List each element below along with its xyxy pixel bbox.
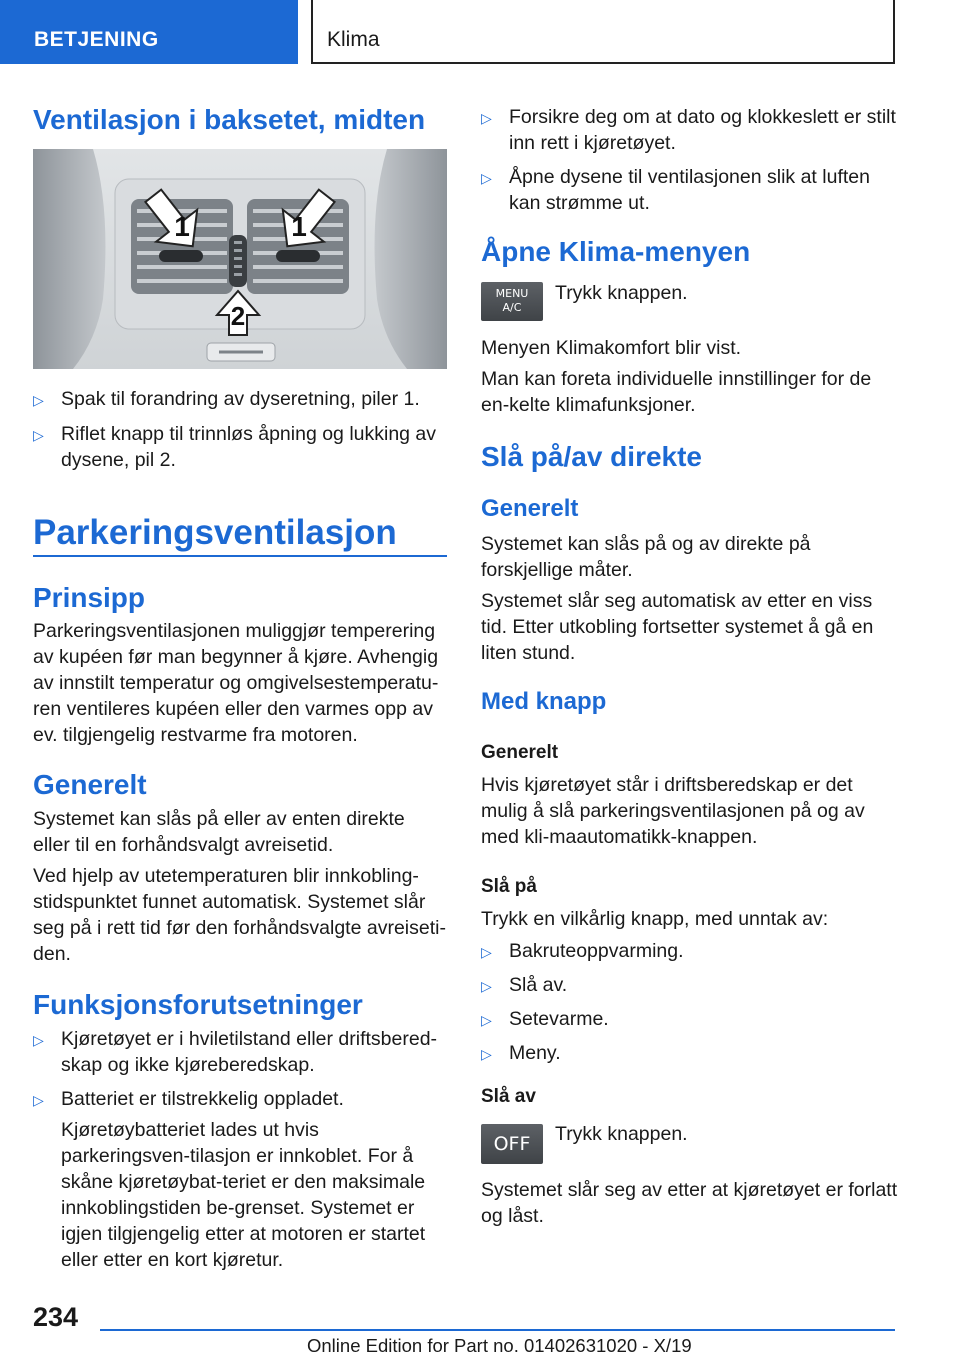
list-item-text: Slå av. — [509, 974, 568, 996]
bullet-triangle-icon: ▷ — [33, 427, 44, 443]
page-number: 234 — [33, 1302, 79, 1332]
photo-legend — [33, 386, 447, 473]
preparation-list — [481, 104, 899, 216]
off-text: Systemet slår seg av etter at kjøretøyet er forlatt og låst. — [481, 1179, 898, 1227]
direct-text-1: Systemet kan slås på og av direkte på forskjellige måter. — [481, 533, 811, 581]
list-item-text: Setevarme. — [509, 1008, 609, 1030]
list-item — [481, 164, 899, 216]
arrow-label-1-left: 1 — [174, 211, 190, 242]
arrow-label-1-right: 1 — [291, 211, 307, 242]
heading-button-general: Generelt — [481, 742, 559, 763]
heading-direct-general: Generelt — [481, 495, 579, 522]
list-item-text: Bakruteoppvarming. — [509, 940, 684, 962]
list-item — [481, 938, 899, 965]
footer-divider — [100, 1329, 895, 1331]
list-item — [481, 104, 899, 156]
bullet-triangle-icon: ▷ — [33, 1092, 44, 1108]
prerequisites-list — [33, 1026, 447, 1273]
heading-switch-on: Slå på — [481, 876, 537, 897]
chapter-title: Parkeringsventilasjon — [33, 513, 397, 552]
list-item — [481, 972, 899, 999]
switch-on-text: Trykk en vilkårlig knapp, med unntak av: — [481, 908, 829, 930]
list-item-text: Åpne dysene til ventilasjonen slik at luften kan strømme ut. — [509, 166, 870, 214]
list-item — [481, 1006, 899, 1033]
menu-ac-button-icon — [481, 282, 543, 321]
heading-principle: Prinsipp — [33, 582, 146, 613]
arrow-label-2: 2 — [230, 301, 246, 331]
heading-direct-toggle: Slå på/av direkte — [481, 441, 703, 472]
direct-text-2: Systemet slår seg automatisk av etter en viss tid. Etter utkobling fortsetter systemet å gå en liten stund. — [481, 590, 874, 664]
battery-detail-text: Kjøretøybatteriet lades ut hvis parkeringsven-tilasjon er innkoblet. For å skåne kjøretøybat-teriet er den maksimale innkoblingstiden be-grenset. Systemet er igjen tilgjengelig etter at motoren er startet eller etter en kort kjøretur. — [61, 1119, 426, 1271]
heading-switch-off: Slå av — [481, 1086, 536, 1107]
heading-with-button: Med knapp — [481, 688, 607, 715]
exception-list — [481, 938, 899, 1067]
off-button-icon: OFF — [481, 1124, 543, 1164]
general-text-1: Systemet kan slås på eller av enten direkte eller til en forhåndsvalgt avreisetid. — [33, 808, 405, 856]
header-topic-label: Klima — [327, 28, 380, 51]
header-topic-tab — [311, 0, 895, 64]
general-text-2: Ved hjelp av utetemperaturen blir innkobling-stidspunktet funnet automatisk. Systemet slår seg på i rett tid før den forhåndsvalgte avreiseti-den. — [33, 865, 446, 965]
bullet-triangle-icon: ▷ — [481, 1012, 492, 1028]
bullet-triangle-icon: ▷ — [33, 1032, 44, 1048]
bullet-triangle-icon: ▷ — [33, 392, 44, 408]
heading-open-climate-menu: Åpne Klima-menyen — [481, 236, 751, 267]
menu-text-1: Menyen Klimakomfort blir vist. — [481, 337, 742, 359]
bullet-triangle-icon: ▷ — [481, 944, 492, 960]
heading-general: Generelt — [33, 769, 147, 800]
list-item-text: Meny. — [509, 1042, 561, 1064]
bullet-triangle-icon: ▷ — [481, 978, 492, 994]
off-press-text: Trykk knappen. — [555, 1123, 688, 1145]
list-item-text: Batteriet er tilstrekkelig oppladet. — [61, 1088, 344, 1110]
list-item — [33, 386, 447, 413]
menu-button-line2: A/C — [502, 301, 522, 314]
list-item — [481, 1040, 899, 1067]
list-item-text: Riflet knapp til trinnløs åpning og lukking av dysene, pil 2. — [61, 423, 437, 471]
rear-vent-illustration — [33, 149, 447, 369]
header-section-label: BETJENING — [34, 28, 159, 51]
bullet-triangle-icon: ▷ — [481, 110, 492, 126]
footer-edition: Online Edition for Part no. 01402631020 - X/19 — [307, 1335, 692, 1356]
button-general-text: Hvis kjøretøyet står i driftsberedskap er det mulig å slå parkeringsventilasjonen på og av med kli-maautomatikk-knappen. — [481, 774, 865, 848]
principle-text: Parkeringsventilasjonen muliggjør temperering av kupéen før man begynner å kjøre. Avhengig av innstilt temperatur og omgivelsestemperatu-ren ventileres kupéen eller den varmes opp av ev. tilgjengelig restvarme fra motoren. — [33, 620, 439, 746]
heading-prerequisites: Funksjonsforutsetninger — [33, 989, 363, 1020]
list-item — [33, 421, 447, 473]
list-item-text: Kjøretøyet er i hviletilstand eller driftsbered-skap og ikke kjøreberedskap. — [61, 1028, 438, 1076]
chapter-divider — [33, 555, 447, 557]
header-section-tab — [0, 0, 298, 64]
section-title-rear-vent: Ventilasjon i baksetet, midten — [33, 104, 426, 135]
menu-button-line1: MENU — [495, 287, 529, 300]
press-button-text: Trykk knappen. — [555, 282, 688, 304]
list-item — [33, 1086, 447, 1113]
menu-text-2: Man kan foreta individuelle innstillinger for de en-kelte klimafunksjoner. — [481, 368, 872, 416]
list-item-text: Spak til forandring av dyseretning, piler 1. — [61, 388, 420, 410]
bullet-triangle-icon: ▷ — [481, 1046, 492, 1062]
list-item-text: Forsikre deg om at dato og klokkeslett er stilt inn rett i kjøretøyet. — [509, 106, 896, 154]
list-item — [33, 1026, 447, 1078]
bullet-triangle-icon: ▷ — [481, 170, 492, 186]
